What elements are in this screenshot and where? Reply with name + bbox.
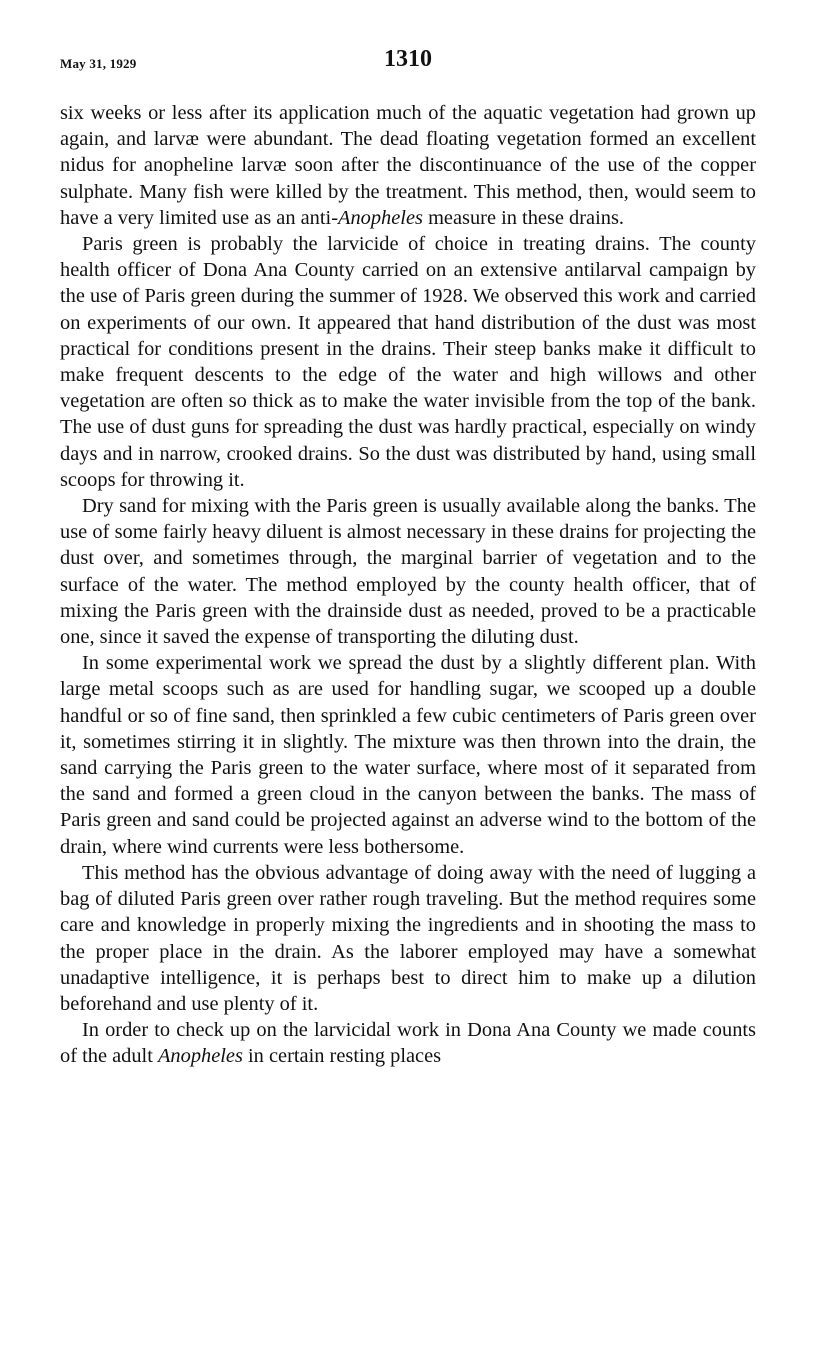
paragraph-copper-sulphate xyxy=(60,100,756,231)
paragraph-dry-sand xyxy=(60,493,756,650)
text-segment: In some experimental work we spread the dust by a slightly different plan. With large metal scoops such as are used for handling sugar, we scooped up a double handful or so of fine sand, then sprinkled a few cubic centimeters of Paris green over it, sometimes stirring it in slightly. The mixture was then thrown into the drain, the sand carrying the Paris green to the water surface, where most of it separated from the sand and formed a green cloud in the canyon between the banks. The mass of Paris green and sand could be projected against an adverse wind to the bottom of the drain, where wind currents were less bothersome. xyxy=(60,652,756,858)
text-segment: Dry sand for mixing with the Paris green is usually available along the banks. The use of some fairly heavy diluent is almost necessary in these drains for projecting the dust over, and sometimes through, the marginal barrier of vegetation and to the surface of the water. The method employed by the county health officer, that of mixing the Paris green with the drainside dust as needed, proved to be a practicable one, since it saved the expense of transporting the diluting dust. xyxy=(60,495,756,649)
page-number: 1310 xyxy=(384,46,432,72)
text-segment: This method has the obvious advantage of doing away with the need of lugging a bag of diluted Paris green over rather rough traveling. But the method requires some care and knowledge in properly mixing the ingredients and in shooting the mass to the proper place in the drain. As the laborer employed may have a somewhat unadaptive intelligence, it is perhaps best to direct him to make up a dilution beforehand and use plenty of it. xyxy=(60,861,756,1015)
running-header xyxy=(60,46,756,82)
italic-term: Anopheles xyxy=(157,1045,243,1068)
article-body xyxy=(60,100,756,1070)
paragraph-adult-counts xyxy=(60,1017,756,1069)
text-segment: in certain resting places xyxy=(242,1045,442,1068)
paragraph-method-advantage xyxy=(60,860,756,1017)
paragraph-experimental-work xyxy=(60,650,756,860)
text-segment: six weeks or less after its application much of the aquatic vegetation had grown up again, and larvæ were abundant. The dead floating vegetation formed an excellent nidus for anopheline larvæ soon after the discontinuance of the use of the copper sulphate. Many fish were killed by the treatment. This method, then, would seem to have a very limited use as an anti- xyxy=(60,102,756,229)
italic-term: Anopheles xyxy=(338,206,423,229)
text-segment: Paris green is probably the larvicide of choice in treating drains. The county health officer of Dona Ana County carried on an extensive antilarval campaign by the use of Paris green during the summer of 1928. We observed this work and carried on experiments of our own. It appeared that hand distribution of the dust was most practical for conditions present in the drains. Their steep banks make it difficult to make frequent descents to the edge of the water and high willows and other vegetation are often so thick as to make the water invisible from the top of the bank. The use of dust guns for spreading the dust was hardly practical, especially on windy days and in narrow, crooked drains. So the dust was distributed by hand, using small scoops for throwing it. xyxy=(60,233,756,491)
text-segment: In order to check up on the larvicidal work in Dona Ana County we made counts of the adult xyxy=(60,1019,756,1068)
paragraph-paris-green xyxy=(60,231,756,493)
text-segment: measure in these drains. xyxy=(422,206,624,229)
publication-date: May 31, 1929 xyxy=(60,56,137,71)
